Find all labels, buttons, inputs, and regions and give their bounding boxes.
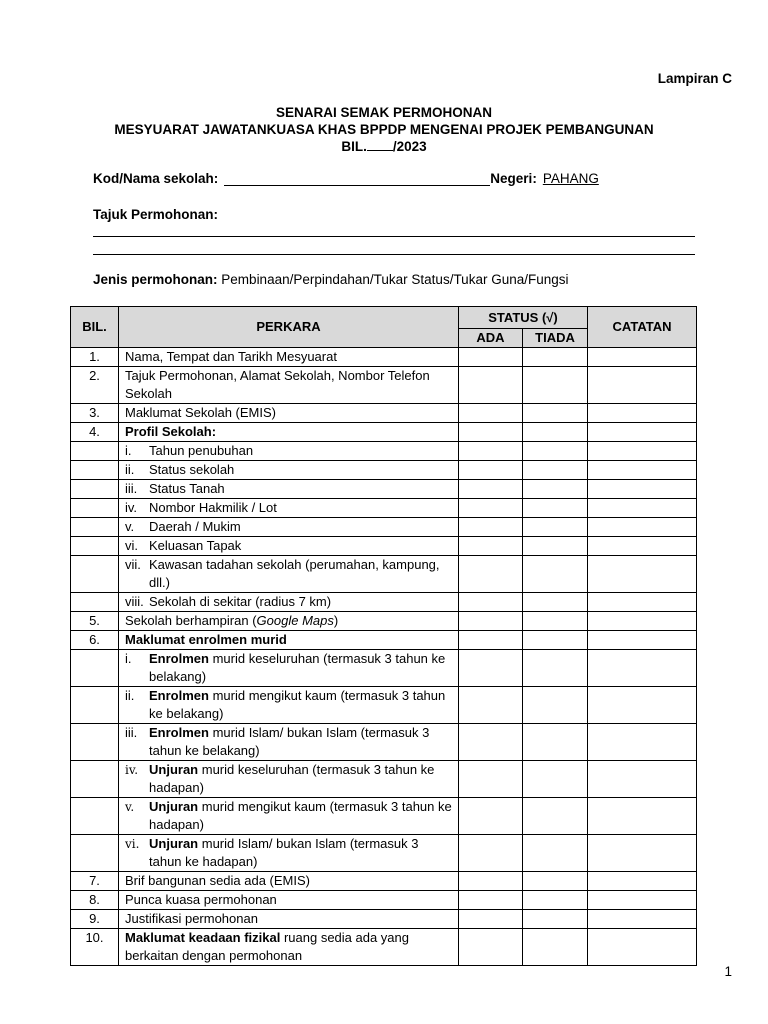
ada-cell[interactable] [459,404,523,423]
tiada-cell[interactable] [523,348,588,367]
row-bil: 8. [71,891,119,910]
sub-text: Nombor Hakmilik / Lot [149,500,277,515]
row-bil-empty [71,650,119,687]
tiada-cell[interactable] [523,891,588,910]
lampiran-label: Lampiran C [657,71,732,86]
tajuk-line-2[interactable] [93,254,695,255]
sub-text: Sekolah di sekitar (radius 7 km) [149,594,332,609]
sub-num: vi. [125,837,140,851]
sub-num: viii. [125,594,144,609]
perkara-text: ruang sedia ada yang berkaitan dengan permohonan [125,930,409,963]
ada-cell[interactable] [459,423,523,442]
sub-num: v. [125,800,135,814]
tiada-cell[interactable] [523,537,588,556]
catatan-cell[interactable] [588,798,697,835]
row-perkara [119,537,459,556]
negeri-value: PAHANG [542,171,599,186]
sub-num: iv. [125,763,139,777]
catatan-cell[interactable] [588,650,697,687]
row-perkara [119,612,459,631]
sub-num: vii. [125,557,141,572]
sub-bold: Unjuran [149,762,199,777]
table-row [71,872,697,891]
bil-number-blank[interactable] [367,139,393,151]
kod-nama-label: Kod/Nama sekolah: [93,171,219,186]
table-row [71,761,697,798]
table-row [71,461,697,480]
tiada-cell[interactable] [523,461,588,480]
catatan-cell[interactable] [588,348,697,367]
bil-prefix: BIL. [341,139,367,154]
row-bil: 9. [71,910,119,929]
row-perkara: Justifikasi permohonan [119,910,459,929]
ada-cell[interactable] [459,798,523,835]
tiada-cell[interactable] [523,872,588,891]
catatan-cell[interactable] [588,910,697,929]
jenis-permohonan-row [93,272,569,287]
table-row [71,910,697,929]
row-bil: 1. [71,348,119,367]
table-row [71,929,697,966]
row-perkara [119,798,459,835]
title-line-2: MESYUARAT JAWATANKUASA KHAS BPPDP MENGENAI PROJEK PEMBANGUNAN [114,122,654,137]
row-perkara [119,724,459,761]
row-bil-empty [71,835,119,872]
sub-text: Status Tanah [149,481,225,496]
sub-text: Status sekolah [149,462,235,477]
sub-num: i. [125,443,132,458]
header-ada: ADA [459,329,523,348]
catatan-cell[interactable] [588,556,697,593]
tiada-cell[interactable] [523,687,588,724]
row-bil: 7. [71,872,119,891]
table-row [71,499,697,518]
tiada-cell[interactable] [523,367,588,404]
sub-num: iii. [125,725,138,740]
ada-cell[interactable] [459,929,523,966]
sub-text: Keluasan Tapak [149,538,242,553]
row-bil-empty [71,537,119,556]
bil-year: /2023 [392,139,427,154]
checklist-table [70,306,697,966]
row-bil-empty [71,480,119,499]
sub-bold: Enrolmen [149,725,209,740]
kod-nama-row [93,171,599,186]
catatan-cell[interactable] [588,537,697,556]
row-perkara: Punca kuasa permohonan [119,891,459,910]
row-bil: 3. [71,404,119,423]
tiada-cell[interactable] [523,798,588,835]
row-perkara [119,518,459,537]
sub-text: Kawasan tadahan sekolah (perumahan, kampung, dll.) [149,557,440,590]
ada-cell[interactable] [459,891,523,910]
catatan-cell[interactable] [588,612,697,631]
tiada-cell[interactable] [523,612,588,631]
row-perkara: Maklumat enrolmen murid [119,631,459,650]
ada-cell[interactable] [459,910,523,929]
tiada-cell[interactable] [523,442,588,461]
row-bil: 10. [71,929,119,966]
ada-cell[interactable] [459,687,523,724]
catatan-cell[interactable] [588,480,697,499]
catatan-cell[interactable] [588,461,697,480]
sub-text: Tahun penubuhan [149,443,254,458]
table-row [71,891,697,910]
table-row [71,612,697,631]
header-catatan: CATATAN [588,307,697,348]
catatan-cell[interactable] [588,761,697,798]
catatan-cell[interactable] [588,518,697,537]
ada-cell[interactable] [459,480,523,499]
row-perkara: Profil Sekolah: [119,423,459,442]
ada-cell[interactable] [459,631,523,650]
header-status: STATUS (√) [459,307,588,329]
row-bil-empty [71,556,119,593]
ada-cell[interactable] [459,872,523,891]
row-bil: 4. [71,423,119,442]
perkara-bold: Maklumat keadaan fizikal [125,930,281,945]
row-bil-empty [71,798,119,835]
negeri-label: Negeri: [490,171,537,186]
table-row [71,798,697,835]
sub-text: murid mengikut kaum (termasuk 3 tahun ke belakang) [149,688,446,721]
row-perkara [119,499,459,518]
row-bil-empty [71,761,119,798]
sub-num: iv. [125,500,138,515]
row-perkara [119,461,459,480]
ada-cell[interactable] [459,556,523,593]
table-row [71,537,697,556]
catatan-cell[interactable] [588,593,697,612]
header-bil: BIL. [71,307,119,348]
header-perkara: PERKARA [119,307,459,348]
jenis-permohonan-label: Jenis permohonan: [93,272,218,287]
row-perkara [119,593,459,612]
sub-text: murid mengikut kaum (termasuk 3 tahun ke hadapan) [149,799,452,832]
table-row [71,724,697,761]
row-perkara: Nama, Tempat dan Tarikh Mesyuarat [119,348,459,367]
perkara-text: Sekolah berhampiran ( [125,613,257,628]
sub-text: murid keseluruhan (termasuk 3 tahun ke belakang) [149,651,446,684]
row-bil-empty [71,461,119,480]
title-line-1: SENARAI SEMAK PERMOHONAN [275,105,492,120]
row-perkara [119,556,459,593]
row-bil-empty [71,499,119,518]
sub-text: murid Islam/ bukan Islam (termasuk 3 tahun ke belakang) [149,725,430,758]
ada-cell[interactable] [459,461,523,480]
row-perkara [119,835,459,872]
row-perkara [119,650,459,687]
catatan-cell[interactable] [588,631,697,650]
catatan-cell[interactable] [588,423,697,442]
tiada-cell[interactable] [523,761,588,798]
tiada-cell[interactable] [523,480,588,499]
catatan-cell[interactable] [588,724,697,761]
row-bil-empty [71,518,119,537]
ada-cell[interactable] [459,518,523,537]
tiada-cell[interactable] [523,404,588,423]
table-row [71,348,697,367]
sub-num: i. [125,651,132,666]
table-row [71,650,697,687]
ada-cell[interactable] [459,537,523,556]
sub-num: v. [125,519,135,534]
row-perkara [119,687,459,724]
jenis-permohonan-value: Pembinaan/Perpindahan/Tukar Status/Tukar Guna/Fungsi [221,272,569,287]
table-row [71,423,697,442]
sub-num: ii. [125,462,135,477]
ada-cell[interactable] [459,593,523,612]
table-row [71,631,697,650]
row-perkara [119,442,459,461]
tiada-cell[interactable] [523,499,588,518]
sub-num: ii. [125,688,135,703]
row-bil: 6. [71,631,119,650]
document-title [0,104,768,155]
row-perkara: Tajuk Permohonan, Alamat Sekolah, Nombor Telefon Sekolah [119,367,459,404]
ada-cell[interactable] [459,612,523,631]
row-bil: 2. [71,367,119,404]
row-bil: 5. [71,612,119,631]
kod-nama-field[interactable] [224,172,490,186]
row-perkara [119,480,459,499]
row-perkara [119,929,459,966]
google-maps-text: Google Maps [256,613,334,628]
ada-cell[interactable] [459,650,523,687]
catatan-cell[interactable] [588,929,697,966]
ada-cell[interactable] [459,367,523,404]
ada-cell[interactable] [459,724,523,761]
row-bil-empty [71,593,119,612]
table-row [71,404,697,423]
ada-cell[interactable] [459,835,523,872]
table-row [71,442,697,461]
catatan-cell[interactable] [588,499,697,518]
tiada-cell[interactable] [523,650,588,687]
ada-cell[interactable] [459,761,523,798]
tiada-cell[interactable] [523,631,588,650]
ada-cell[interactable] [459,348,523,367]
table-row [71,480,697,499]
sub-text: murid Islam/ bukan Islam (termasuk 3 tahun ke hadapan) [149,836,419,869]
row-bil-empty [71,724,119,761]
header-tiada: TIADA [523,329,588,348]
catatan-cell[interactable] [588,891,697,910]
tiada-cell[interactable] [523,593,588,612]
table-row [71,593,697,612]
catatan-cell[interactable] [588,404,697,423]
tiada-cell[interactable] [523,518,588,537]
ada-cell[interactable] [459,442,523,461]
sub-num: vi. [125,538,138,553]
tiada-cell[interactable] [523,835,588,872]
sub-text: Daerah / Mukim [149,519,241,534]
sub-bold: Enrolmen [149,651,209,666]
sub-bold: Unjuran [149,836,199,851]
row-bil-empty [71,442,119,461]
catatan-cell[interactable] [588,442,697,461]
row-perkara [119,761,459,798]
row-perkara: Brif bangunan sedia ada (EMIS) [119,872,459,891]
table-row [71,687,697,724]
sub-num: iii. [125,481,138,496]
tiada-cell[interactable] [523,910,588,929]
tajuk-permohonan-label: Tajuk Permohonan: [93,207,219,222]
page-number: 1 [724,964,732,979]
row-perkara: Maklumat Sekolah (EMIS) [119,404,459,423]
tiada-cell[interactable] [523,724,588,761]
tiada-cell[interactable] [523,423,588,442]
sub-text: murid keseluruhan (termasuk 3 tahun ke hadapan) [149,762,435,795]
catatan-cell[interactable] [588,872,697,891]
table-row [71,556,697,593]
tajuk-line-1[interactable] [93,236,695,237]
table-row [71,518,697,537]
table-row [71,835,697,872]
ada-cell[interactable] [459,499,523,518]
tiada-cell[interactable] [523,556,588,593]
perkara-text-end: ) [333,613,339,628]
sub-bold: Enrolmen [149,688,209,703]
catatan-cell[interactable] [588,687,697,724]
tiada-cell[interactable] [523,929,588,966]
sub-bold: Unjuran [149,799,199,814]
table-row [71,367,697,404]
catatan-cell[interactable] [588,367,697,404]
title-line-3 [0,138,768,155]
row-bil-empty [71,687,119,724]
catatan-cell[interactable] [588,835,697,872]
